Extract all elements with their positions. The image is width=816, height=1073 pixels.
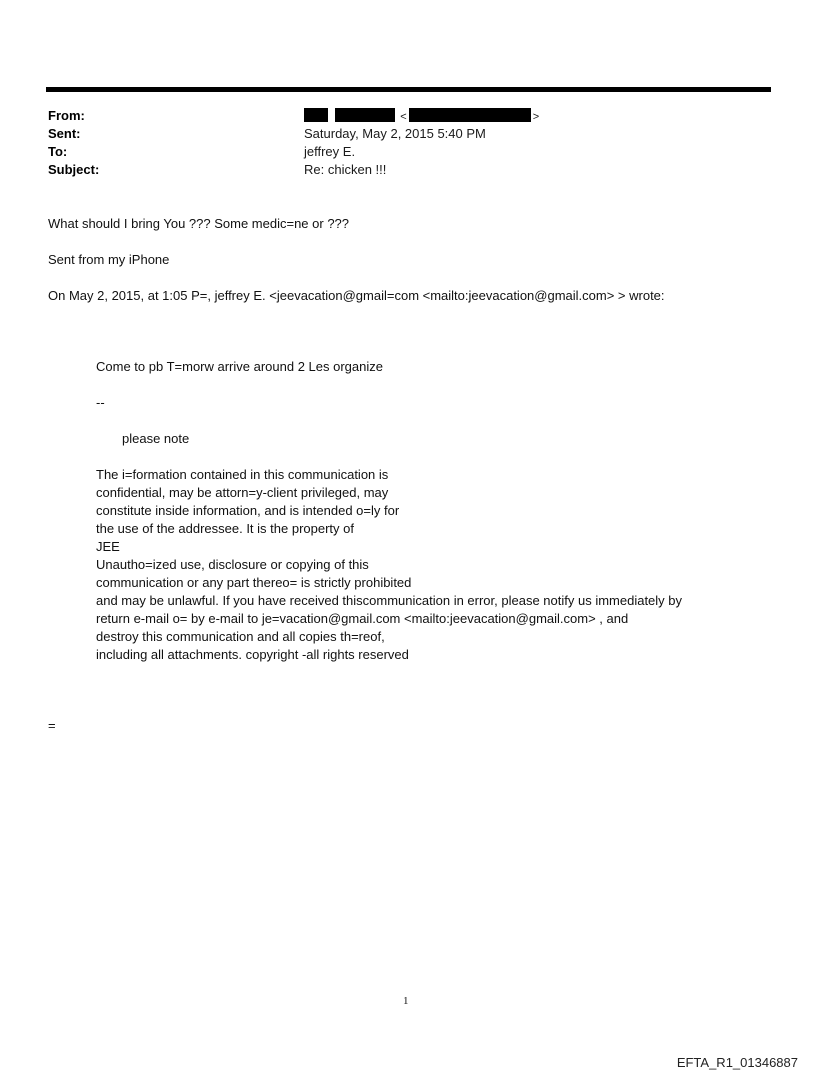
from-value	[304, 107, 541, 126]
disclaimer-paragraph	[96, 466, 682, 664]
signature-dashes: --	[96, 395, 105, 410]
subject-label: Subject:	[48, 162, 100, 177]
from-close-bracket: >	[532, 111, 540, 123]
redaction-bar	[335, 108, 395, 122]
disclaimer-line: including all attachments. copyright -all rights reserved	[96, 647, 409, 662]
from-label: From:	[48, 108, 85, 123]
from-open-bracket: <	[400, 111, 407, 123]
document-id: EFTA_R1_01346887	[676, 1055, 798, 1070]
to-value: jeffrey E.	[304, 144, 356, 159]
subject-row	[48, 161, 387, 179]
to-row	[48, 143, 356, 161]
disclaimer-line: Unautho=ized use, disclosure or copying of this	[96, 557, 369, 572]
please-note: please note	[122, 431, 190, 446]
disclaimer-line: and may be unlawful. If you have received thiscommunication in error, please notify us immediately by	[96, 593, 683, 608]
top-rule	[46, 87, 771, 92]
message-line-3: On May 2, 2015, at 1:05 P=, jeffrey E. <jeevacation@gmail=com <mailto:jeevacation@gmail.com> > wrote:	[48, 288, 665, 303]
sent-value: Saturday, May 2, 2015 5:40 PM	[304, 126, 486, 141]
trailing-equals: =	[48, 718, 56, 733]
from-row	[48, 107, 540, 125]
disclaimer-line: destroy this communication and all copies th=reof,	[96, 629, 385, 644]
quoted-line-1: Come to pb T=morw arrive around 2 Les organize	[96, 359, 383, 374]
sent-row	[48, 125, 486, 143]
sent-label: Sent:	[48, 126, 81, 141]
disclaimer-line: return e-mail o= by e-mail to je=vacation@gmail.com <mailto:jeevacation@gmail.com> , and	[96, 611, 629, 626]
subject-value: Re: chicken !!!	[304, 162, 387, 177]
page-number: 1	[403, 995, 409, 1007]
disclaimer-line: constitute inside information, and is intended o=ly for	[96, 503, 400, 518]
disclaimer-line: The i=formation contained in this communication is	[96, 467, 389, 482]
disclaimer-line: JEE	[96, 539, 120, 554]
disclaimer-line: communication or any part thereo= is strictly prohibited	[96, 575, 412, 590]
disclaimer-line: the use of the addressee. It is the property of	[96, 521, 354, 536]
disclaimer-line: confidential, may be attorn=y-client privileged, may	[96, 485, 389, 500]
redaction-bar	[409, 108, 531, 122]
message-line-1: What should I bring You ??? Some medic=ne or ???	[48, 216, 350, 231]
message-line-2: Sent from my iPhone	[48, 252, 170, 267]
redaction-bar	[304, 108, 328, 122]
to-label: To:	[48, 144, 68, 159]
